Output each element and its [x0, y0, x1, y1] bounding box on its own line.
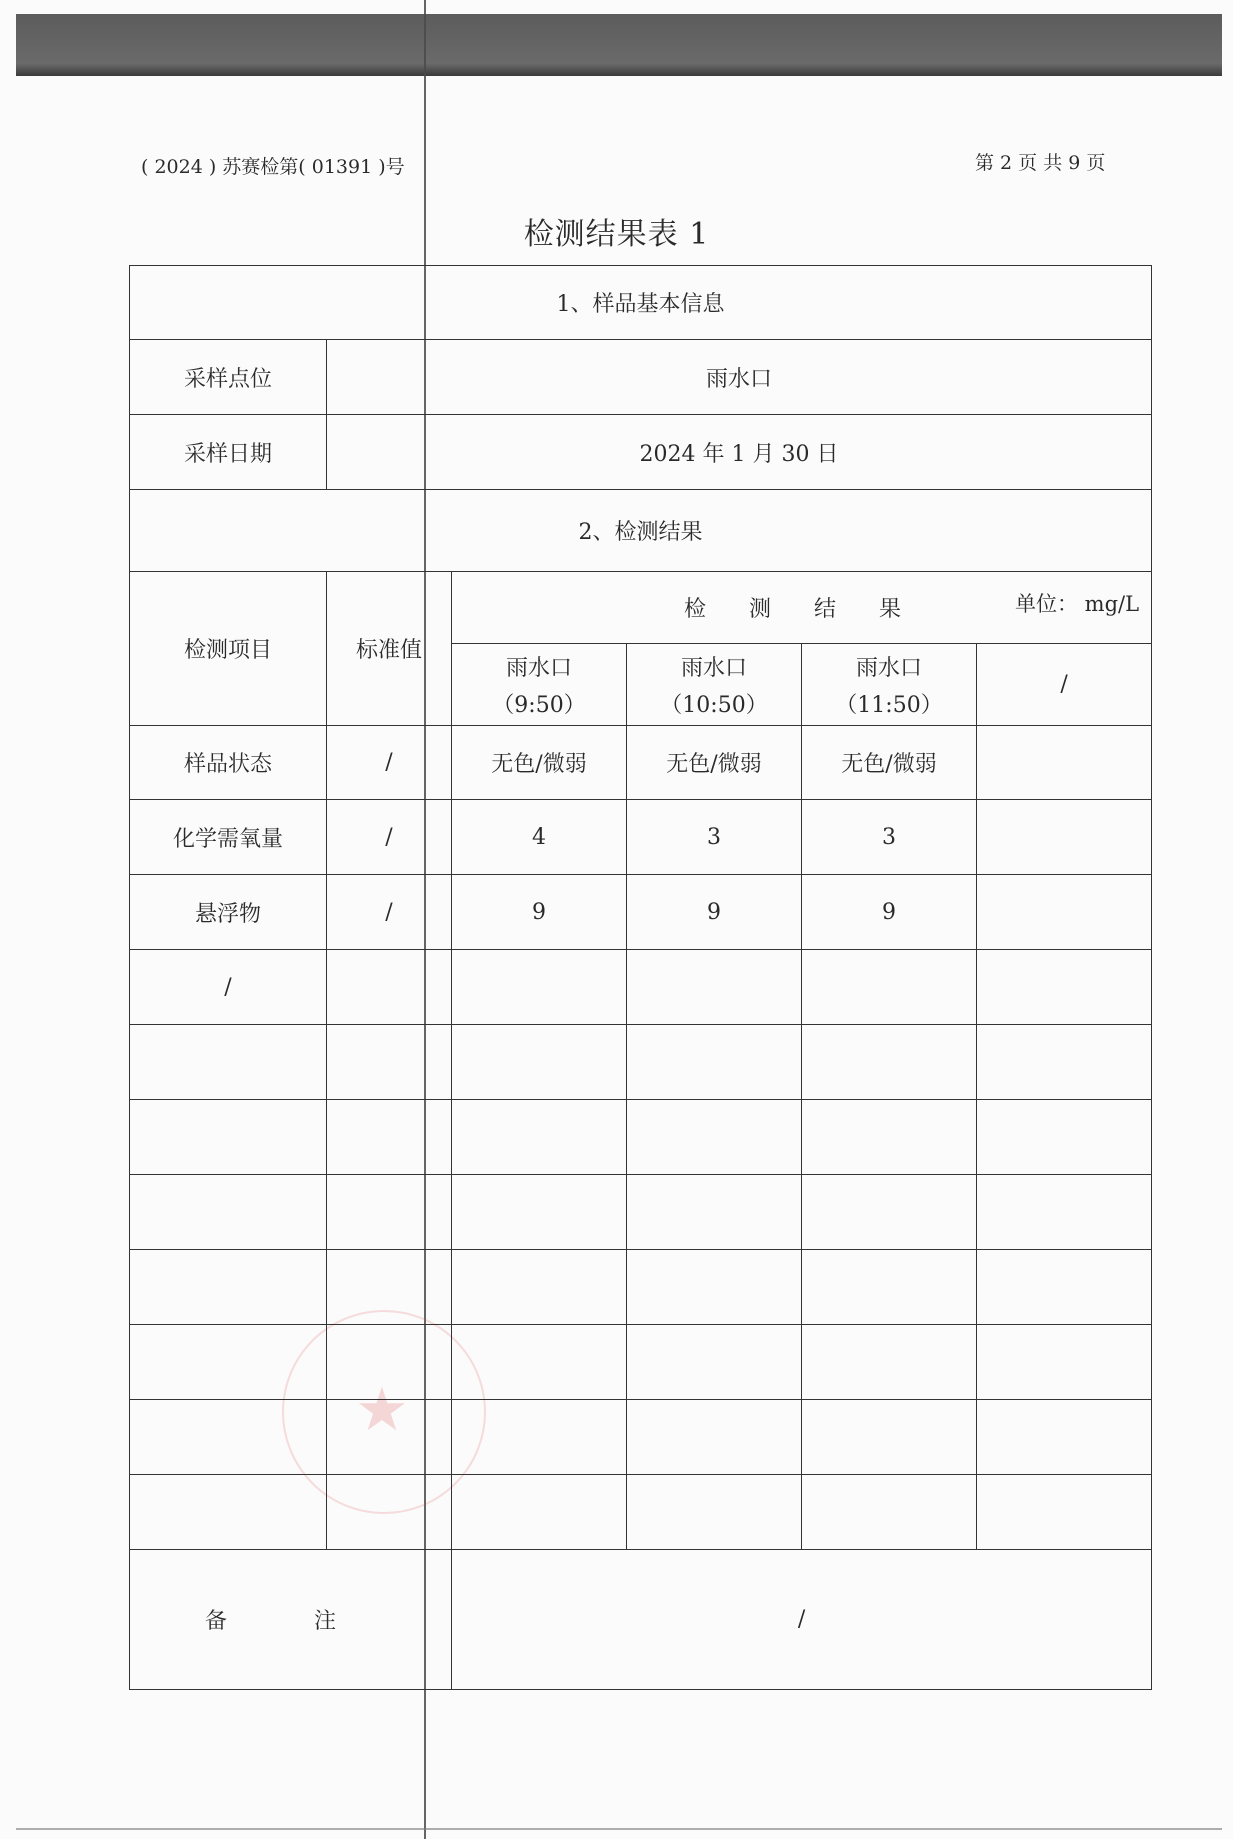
empty-row [130, 1400, 1152, 1475]
column-name: / [1060, 672, 1068, 697]
empty-cell [130, 1325, 327, 1400]
empty-cell [452, 1100, 627, 1175]
column-name: 雨水口 [505, 655, 572, 681]
value-cell: 3 [802, 800, 977, 875]
table-row [130, 800, 1152, 875]
item-cell: / [130, 950, 327, 1025]
value-cell [977, 800, 1152, 875]
empty-cell [627, 1250, 802, 1325]
item-cell: 样品状态 [130, 726, 327, 800]
table-row [130, 950, 1152, 1025]
column-header [627, 644, 802, 726]
empty-cell [130, 1100, 327, 1175]
section-row-results [130, 490, 1152, 572]
empty-cell [977, 1400, 1152, 1475]
empty-cell [327, 1250, 452, 1325]
standard-header: 标准值 [327, 572, 452, 726]
column-time: （9:50） [492, 692, 586, 718]
column-header [802, 644, 977, 726]
results-header-cell [452, 572, 1152, 644]
section-row-sample-info [130, 266, 1152, 340]
empty-cell [802, 1025, 977, 1100]
results-header: 检 测 结 果 [684, 597, 920, 622]
empty-cell [452, 1400, 627, 1475]
empty-cell [452, 1325, 627, 1400]
empty-cell [977, 1475, 1152, 1550]
empty-cell [130, 1175, 327, 1250]
empty-cell [327, 1100, 452, 1175]
empty-cell [627, 1475, 802, 1550]
empty-cell [327, 1400, 452, 1475]
column-name: 雨水口 [680, 655, 747, 681]
column-header [977, 644, 1152, 726]
item-cell: 悬浮物 [130, 875, 327, 950]
empty-cell [627, 1400, 802, 1475]
remarks-row [130, 1550, 1152, 1690]
value-cell [977, 726, 1152, 800]
remarks-label: 备 注 [205, 1609, 376, 1634]
empty-cell [452, 1025, 627, 1100]
sample-date-row [130, 415, 1152, 490]
empty-cell [130, 1475, 327, 1550]
value-cell: 无色/微弱 [452, 726, 627, 800]
empty-row [130, 1025, 1152, 1100]
empty-cell [327, 1325, 452, 1400]
column-time: （10:50） [660, 692, 768, 718]
item-cell: 化学需氧量 [130, 800, 327, 875]
unit-label: 单位： mg/L [1015, 592, 1140, 616]
empty-row [130, 1175, 1152, 1250]
value-cell [627, 950, 802, 1025]
empty-cell [802, 1175, 977, 1250]
date-value: 2024 年 1 月 30 日 [327, 415, 1152, 490]
results-header-row [130, 572, 1152, 644]
empty-cell [802, 1400, 977, 1475]
empty-cell [452, 1475, 627, 1550]
value-cell: 4 [452, 800, 627, 875]
value-cell: 9 [802, 875, 977, 950]
empty-cell [977, 1025, 1152, 1100]
value-cell [977, 875, 1152, 950]
empty-cell [627, 1175, 802, 1250]
column-time: （11:50） [835, 692, 943, 718]
sample-location-row [130, 340, 1152, 415]
empty-cell [130, 1025, 327, 1100]
value-cell: 9 [627, 875, 802, 950]
empty-cell [802, 1250, 977, 1325]
remarks-label-cell [130, 1550, 452, 1690]
section-label: 2、检测结果 [130, 490, 1152, 572]
empty-cell [977, 1175, 1152, 1250]
empty-cell [627, 1325, 802, 1400]
empty-cell [327, 1175, 452, 1250]
scan-artifact-top [16, 14, 1222, 76]
empty-row [130, 1475, 1152, 1550]
empty-cell [627, 1025, 802, 1100]
remarks-value: / [452, 1550, 1152, 1690]
results-table [129, 265, 1152, 1690]
empty-cell [977, 1250, 1152, 1325]
location-value: 雨水口 [327, 340, 1152, 415]
date-label: 采样日期 [130, 415, 327, 490]
empty-cell [130, 1400, 327, 1475]
value-cell [977, 950, 1152, 1025]
section-label: 1、样品基本信息 [130, 266, 1152, 340]
item-header: 检测项目 [130, 572, 327, 726]
value-cell: 3 [627, 800, 802, 875]
standard-cell: / [327, 800, 452, 875]
empty-cell [452, 1175, 627, 1250]
document-number: ( 2024 ) 苏赛检第( 01391 )号 [141, 156, 405, 178]
empty-cell [452, 1250, 627, 1325]
table-row [130, 726, 1152, 800]
scan-artifact-bottom [16, 1828, 1222, 1830]
empty-row [130, 1325, 1152, 1400]
empty-cell [802, 1100, 977, 1175]
page-title: 检测结果表 1 [523, 217, 710, 252]
value-cell: 无色/微弱 [802, 726, 977, 800]
empty-row [130, 1100, 1152, 1175]
empty-cell [977, 1100, 1152, 1175]
empty-cell [627, 1100, 802, 1175]
location-label: 采样点位 [130, 340, 327, 415]
value-cell [452, 950, 627, 1025]
seal-star-icon: ★ [355, 1375, 409, 1445]
empty-cell [327, 1475, 452, 1550]
empty-cell [327, 1025, 452, 1100]
column-name: 雨水口 [855, 655, 922, 681]
value-cell: 9 [452, 875, 627, 950]
value-cell [802, 950, 977, 1025]
standard-cell [327, 950, 452, 1025]
table-row [130, 875, 1152, 950]
empty-cell [130, 1250, 327, 1325]
empty-cell [977, 1325, 1152, 1400]
empty-cell [802, 1475, 977, 1550]
standard-cell: / [327, 875, 452, 950]
empty-row [130, 1250, 1152, 1325]
column-header [452, 644, 627, 726]
page-number: 第 2 页 共 9 页 [975, 152, 1106, 174]
empty-cell [802, 1325, 977, 1400]
value-cell: 无色/微弱 [627, 726, 802, 800]
standard-cell: / [327, 726, 452, 800]
